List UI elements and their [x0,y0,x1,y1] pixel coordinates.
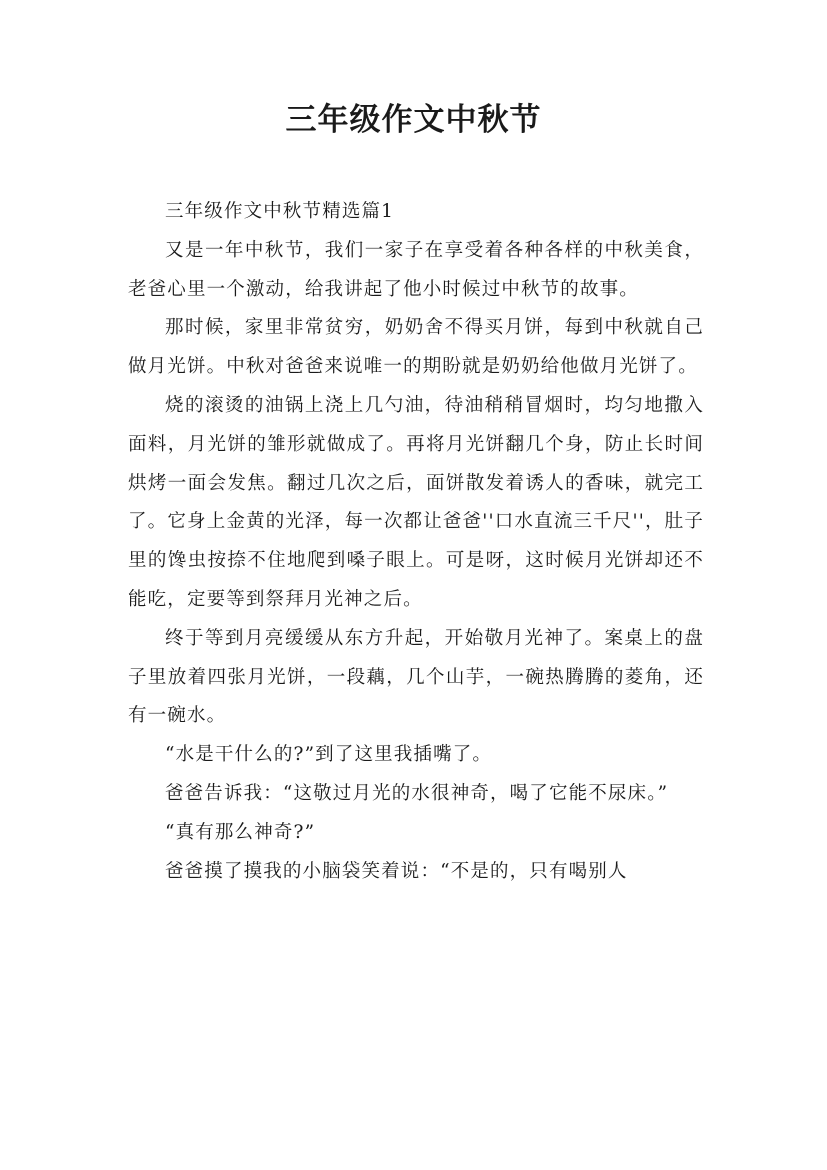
document-title: 三年级作文中秋节 [285,102,542,138]
paragraph-2: 那时候，家里非常贫穷，奶奶舍不得买月饼，每到中秋就自己做月光饼。中秋对爸爸来说唯一的期盼就是奶奶给他做月光饼了。 [128,317,704,378]
paragraph-7: “真有那么神奇?” [165,821,316,843]
paragraph-3: 烧的滚烫的油锅上浇上几勺油，待油稍稍冒烟时，均匀地撒入面料，月光饼的雏形就做成了。再将月光饼翻几个身，防止长时间烘烤一面会发焦。翻过几次之后，面饼散发着诱人的香味，就完工了。它身上金黄的光泽，每一次都让爸爸''口水直流三千尺''，肚子里的馋虫按捺不住地爬到嗓子眼上。可是呀，这时候月光饼却还不能吃，定要等到祭拜月光神之后。 [128,394,704,610]
paragraph-8: 爸爸摸了摸我的小脑袋笑着说：“不是的，只有喝别人 [165,860,628,882]
section-subtitle: 三年级作文中秋节精选篇1 [165,201,395,222]
document-body [128,193,704,891]
paragraph-5: “水是干什么的?”到了这里我插嘴了。 [165,744,493,766]
paragraph-4: 终于等到月亮缓缓从东方升起，开始敬月光神了。案桌上的盘子里放着四张月光饼，一段藕，几个山芋，一碗热腾腾的菱角，还有一碗水。 [128,627,704,727]
paragraph-1: 又是一年中秋节，我们一家子在享受着各种各样的中秋美食，老爸心里一个激动，给我讲起了他小时候过中秋节的故事。 [128,239,704,300]
paragraph-6: 爸爸告诉我：“这敬过月光的水很神奇，喝了它能不尿床。” [165,782,669,804]
